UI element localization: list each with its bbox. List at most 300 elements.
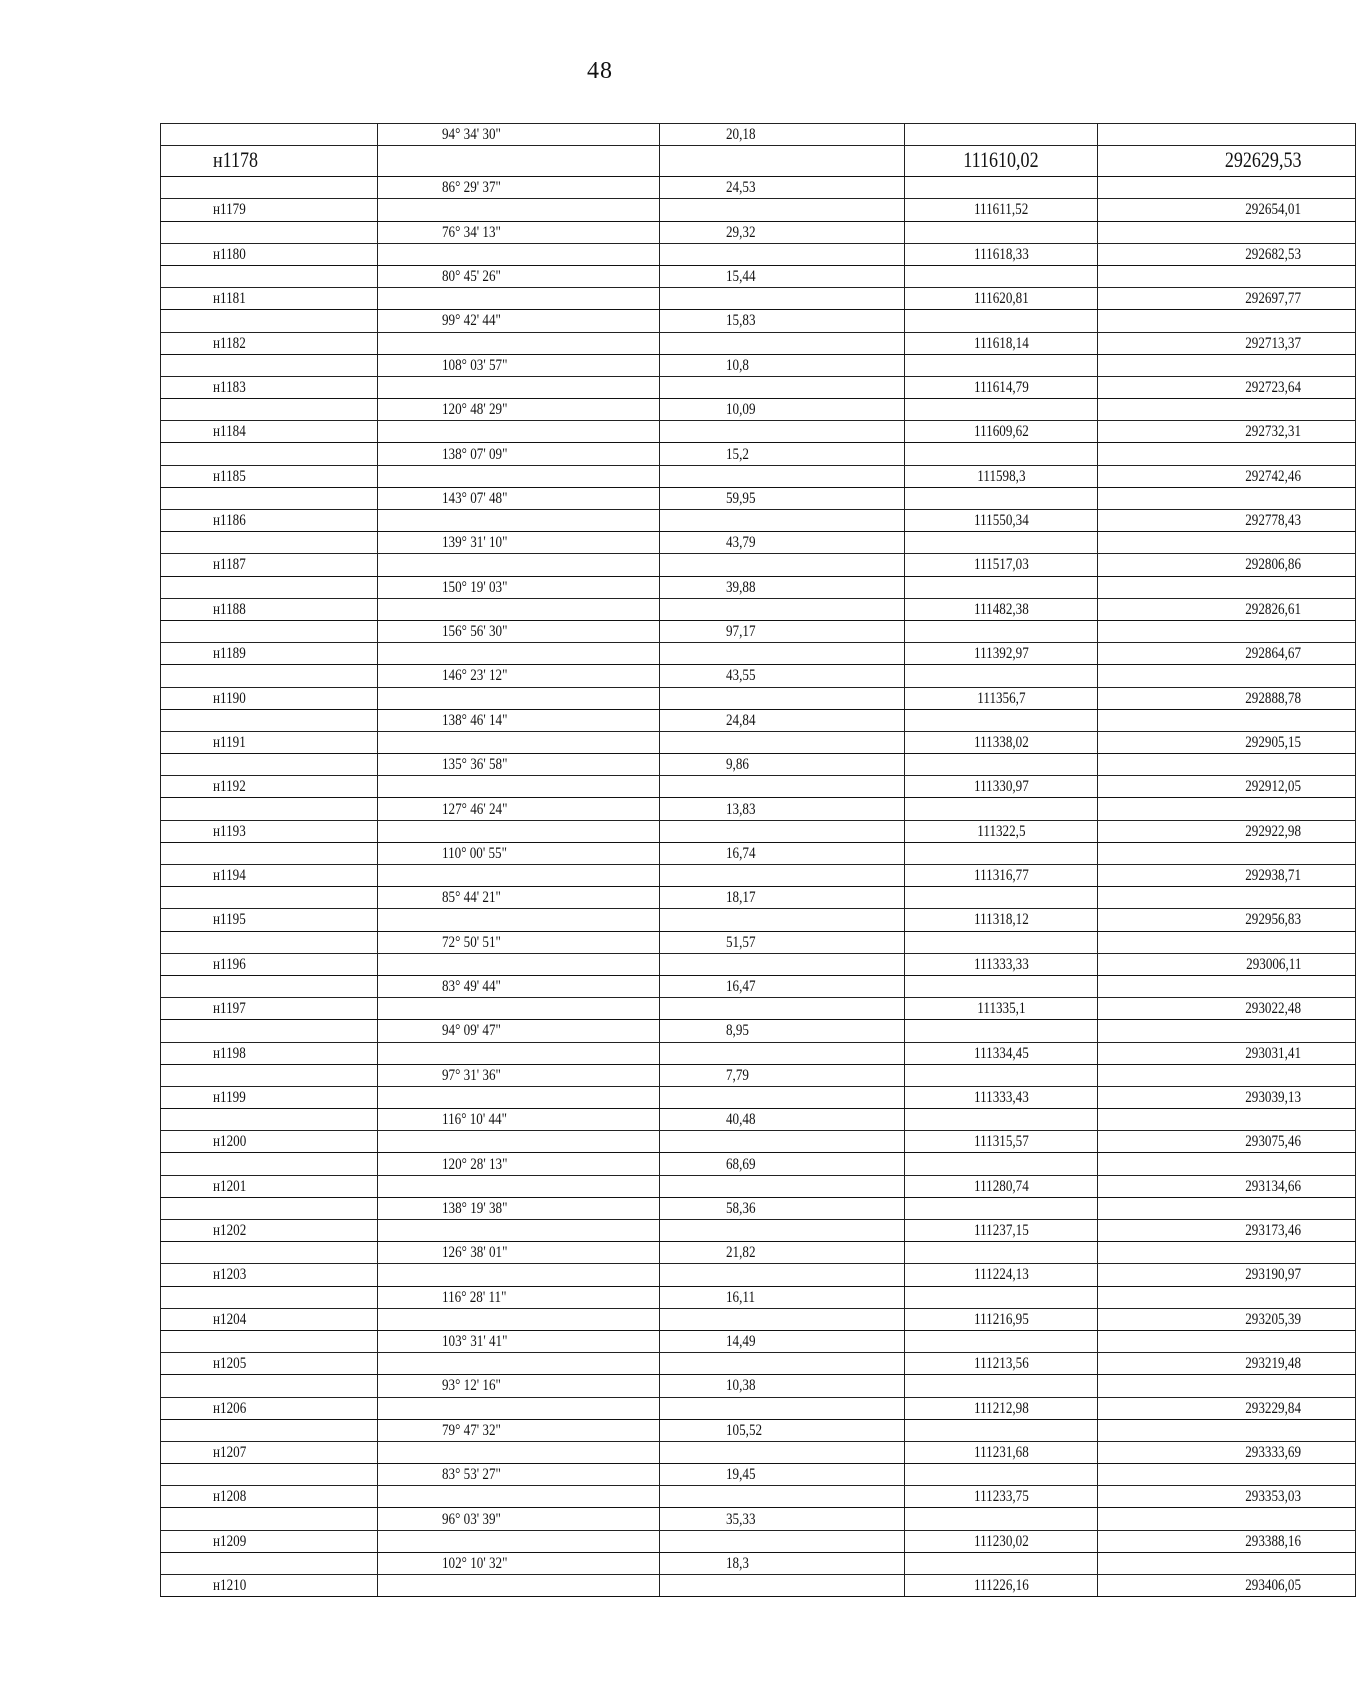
y-coordinate-text: 292713,37	[1245, 334, 1301, 352]
point-row	[161, 1264, 1356, 1286]
point-name-text: н1199	[213, 1088, 246, 1106]
point-name-text: н1181	[213, 290, 246, 308]
x-coordinate-cell	[905, 1242, 1098, 1264]
x-coordinate-text: 111316,77	[973, 867, 1029, 885]
direction-angle-cell	[378, 1020, 660, 1042]
segment-row	[161, 931, 1356, 953]
distance-cell	[660, 1441, 905, 1463]
point-name-text: н1185	[213, 467, 246, 485]
x-coordinate-text: 111550,34	[973, 512, 1029, 530]
segment-row	[161, 576, 1356, 598]
x-coordinate-cell	[905, 510, 1098, 532]
x-coordinate-cell	[905, 1508, 1098, 1530]
direction-angle-cell	[378, 865, 660, 887]
distance-cell	[660, 1353, 905, 1375]
direction-angle-cell	[378, 887, 660, 909]
point-name-text: н1195	[213, 911, 246, 929]
point-name-cell	[161, 1575, 378, 1597]
point-name-cell	[161, 931, 378, 953]
distance-cell	[660, 1042, 905, 1064]
direction-angle-text: 138° 19' 38"	[442, 1199, 508, 1217]
x-coordinate-cell	[905, 776, 1098, 798]
point-name-cell	[161, 865, 378, 887]
distance-text: 10,09	[726, 401, 756, 419]
distance-text: 68,69	[726, 1155, 756, 1173]
y-coordinate-cell	[1098, 288, 1356, 310]
direction-angle-cell	[378, 1131, 660, 1153]
x-coordinate-text: 111226,16	[973, 1577, 1029, 1595]
point-name-text: н1206	[213, 1399, 247, 1417]
x-coordinate-text: 111280,74	[973, 1177, 1029, 1195]
x-coordinate-cell	[905, 1486, 1098, 1508]
distance-text: 9,86	[726, 756, 749, 774]
distance-text: 58,36	[726, 1199, 756, 1217]
y-coordinate-cell	[1098, 1109, 1356, 1131]
point-row	[161, 243, 1356, 265]
direction-angle-cell	[378, 754, 660, 776]
distance-text: 24,53	[726, 179, 756, 197]
point-name-text: н1183	[213, 378, 246, 396]
y-coordinate-cell	[1098, 1464, 1356, 1486]
point-name-cell	[161, 510, 378, 532]
y-coordinate-text: 293134,66	[1245, 1177, 1301, 1195]
distance-cell	[660, 1131, 905, 1153]
direction-angle-cell	[378, 598, 660, 620]
distance-cell	[660, 998, 905, 1020]
y-coordinate-text: 293205,39	[1245, 1310, 1301, 1328]
point-name-text: н1188	[213, 600, 246, 618]
segment-row	[161, 887, 1356, 909]
point-name-cell	[161, 1486, 378, 1508]
x-coordinate-text: 111609,62	[973, 423, 1029, 441]
point-name-text: н1197	[213, 1000, 246, 1018]
y-coordinate-text: 292723,64	[1245, 378, 1301, 396]
y-coordinate-cell	[1098, 1264, 1356, 1286]
distance-cell	[660, 687, 905, 709]
y-coordinate-text: 292778,43	[1245, 512, 1301, 530]
direction-angle-cell	[378, 376, 660, 398]
distance-cell	[660, 510, 905, 532]
point-name-cell	[161, 1197, 378, 1219]
distance-cell	[660, 1086, 905, 1108]
direction-angle-text: 72° 50' 51"	[442, 933, 501, 951]
x-coordinate-cell	[905, 1175, 1098, 1197]
segment-row	[161, 443, 1356, 465]
x-coordinate-cell	[905, 975, 1098, 997]
direction-angle-cell	[378, 443, 660, 465]
distance-cell	[660, 1264, 905, 1286]
point-row	[161, 998, 1356, 1020]
y-coordinate-text: 292826,61	[1245, 600, 1301, 618]
direction-angle-text: 85° 44' 21"	[442, 889, 501, 907]
point-row	[161, 865, 1356, 887]
y-coordinate-cell	[1098, 1575, 1356, 1597]
direction-angle-cell	[378, 1419, 660, 1441]
direction-angle-cell	[378, 487, 660, 509]
point-name-cell	[161, 754, 378, 776]
direction-angle-cell	[378, 643, 660, 665]
x-coordinate-cell	[905, 687, 1098, 709]
point-row	[161, 1530, 1356, 1552]
x-coordinate-cell	[905, 1575, 1098, 1597]
point-name-cell	[161, 909, 378, 931]
point-name-cell	[161, 310, 378, 332]
x-coordinate-cell	[905, 443, 1098, 465]
distance-text: 15,44	[726, 268, 756, 286]
point-name-cell	[161, 376, 378, 398]
distance-cell	[660, 1397, 905, 1419]
x-coordinate-text: 111233,75	[973, 1488, 1029, 1506]
x-coordinate-cell	[905, 1397, 1098, 1419]
segment-row	[161, 1552, 1356, 1574]
y-coordinate-cell	[1098, 354, 1356, 376]
point-name-cell	[161, 532, 378, 554]
distance-text: 10,8	[726, 356, 749, 374]
direction-angle-text: 138° 07' 09"	[442, 445, 508, 463]
point-row	[161, 465, 1356, 487]
distance-cell	[660, 332, 905, 354]
distance-cell	[660, 532, 905, 554]
x-coordinate-cell	[905, 998, 1098, 1020]
point-row	[161, 1441, 1356, 1463]
point-name-cell	[161, 1109, 378, 1131]
direction-angle-cell	[378, 709, 660, 731]
segment-row	[161, 754, 1356, 776]
x-coordinate-text: 111482,38	[973, 600, 1029, 618]
direction-angle-text: 138° 46' 14"	[442, 711, 508, 729]
direction-angle-cell	[378, 1330, 660, 1352]
x-coordinate-cell	[905, 1330, 1098, 1352]
y-coordinate-text: 293173,46	[1245, 1222, 1301, 1240]
point-name-cell	[161, 146, 378, 177]
coordinates-table	[160, 123, 1356, 1597]
segment-row	[161, 709, 1356, 731]
point-name-cell	[161, 124, 378, 146]
x-coordinate-cell	[905, 421, 1098, 443]
point-name-cell	[161, 731, 378, 753]
point-row	[161, 288, 1356, 310]
distance-cell	[660, 221, 905, 243]
x-coordinate-cell	[905, 332, 1098, 354]
y-coordinate-text: 292938,71	[1245, 867, 1301, 885]
distance-cell	[660, 1286, 905, 1308]
x-coordinate-cell	[905, 1375, 1098, 1397]
segment-row	[161, 265, 1356, 287]
direction-angle-cell	[378, 554, 660, 576]
direction-angle-cell	[378, 909, 660, 931]
x-coordinate-cell	[905, 887, 1098, 909]
y-coordinate-cell	[1098, 754, 1356, 776]
x-coordinate-text: 111230,02	[973, 1532, 1029, 1550]
x-coordinate-cell	[905, 953, 1098, 975]
point-name-cell	[161, 221, 378, 243]
point-name-cell	[161, 177, 378, 199]
y-coordinate-cell	[1098, 975, 1356, 997]
distance-cell	[660, 598, 905, 620]
y-coordinate-cell	[1098, 510, 1356, 532]
point-name-cell	[161, 887, 378, 909]
x-coordinate-cell	[905, 243, 1098, 265]
distance-cell	[660, 1175, 905, 1197]
direction-angle-cell	[378, 1353, 660, 1375]
point-name-text: н1193	[213, 822, 246, 840]
point-row	[161, 1353, 1356, 1375]
direction-angle-text: 126° 38' 01"	[442, 1244, 508, 1262]
direction-angle-cell	[378, 1175, 660, 1197]
direction-angle-cell	[378, 1242, 660, 1264]
distance-text: 16,11	[726, 1288, 756, 1306]
direction-angle-text: 94° 09' 47"	[442, 1022, 501, 1040]
y-coordinate-text: 293219,48	[1245, 1355, 1301, 1373]
direction-angle-cell	[378, 1109, 660, 1131]
distance-cell	[660, 1330, 905, 1352]
point-name-cell	[161, 443, 378, 465]
segment-row	[161, 1109, 1356, 1131]
distance-cell	[660, 909, 905, 931]
distance-cell	[660, 354, 905, 376]
point-name-text: н1184	[213, 423, 246, 441]
point-name-text: н1182	[213, 334, 246, 352]
x-coordinate-cell	[905, 1086, 1098, 1108]
distance-cell	[660, 953, 905, 975]
x-coordinate-text: 111618,33	[973, 245, 1029, 263]
distance-cell	[660, 1575, 905, 1597]
y-coordinate-text: 293353,03	[1245, 1488, 1301, 1506]
point-name-cell	[161, 953, 378, 975]
point-name-cell	[161, 243, 378, 265]
segment-row	[161, 665, 1356, 687]
point-name-cell	[161, 620, 378, 642]
direction-angle-cell	[378, 731, 660, 753]
direction-angle-text: 102° 10' 32"	[442, 1554, 508, 1572]
point-name-cell	[161, 421, 378, 443]
point-name-text: н1179	[213, 201, 246, 219]
distance-cell	[660, 1508, 905, 1530]
y-coordinate-cell	[1098, 687, 1356, 709]
point-name-cell	[161, 265, 378, 287]
x-coordinate-text: 111618,14	[973, 334, 1029, 352]
direction-angle-cell	[378, 1441, 660, 1463]
y-coordinate-text: 293039,13	[1245, 1088, 1301, 1106]
direction-angle-text: 97° 31' 36"	[442, 1066, 501, 1084]
point-row	[161, 643, 1356, 665]
x-coordinate-text: 111216,95	[973, 1310, 1029, 1328]
distance-cell	[660, 376, 905, 398]
point-name-cell	[161, 598, 378, 620]
distance-cell	[660, 310, 905, 332]
x-coordinate-text: 111212,98	[973, 1399, 1029, 1417]
x-coordinate-cell	[905, 1286, 1098, 1308]
y-coordinate-cell	[1098, 421, 1356, 443]
point-row	[161, 1397, 1356, 1419]
distance-cell	[660, 554, 905, 576]
point-row	[161, 687, 1356, 709]
distance-cell	[660, 399, 905, 421]
x-coordinate-cell	[905, 265, 1098, 287]
direction-angle-text: 116° 10' 44"	[442, 1111, 507, 1129]
point-name-cell	[161, 1308, 378, 1330]
direction-angle-cell	[378, 1086, 660, 1108]
point-name-cell	[161, 1064, 378, 1086]
direction-angle-text: 110° 00' 55"	[442, 844, 507, 862]
distance-cell	[660, 265, 905, 287]
direction-angle-cell	[378, 1153, 660, 1175]
distance-cell	[660, 1220, 905, 1242]
x-coordinate-cell	[905, 1353, 1098, 1375]
x-coordinate-text: 111610,02	[963, 147, 1039, 173]
point-name-text: н1204	[213, 1310, 247, 1328]
y-coordinate-text: 292697,77	[1245, 290, 1301, 308]
direction-angle-cell	[378, 820, 660, 842]
point-name-cell	[161, 1330, 378, 1352]
y-coordinate-cell	[1098, 620, 1356, 642]
distance-cell	[660, 731, 905, 753]
segment-row	[161, 975, 1356, 997]
y-coordinate-cell	[1098, 1086, 1356, 1108]
y-coordinate-cell	[1098, 265, 1356, 287]
point-row	[161, 1175, 1356, 1197]
distance-text: 19,45	[726, 1466, 756, 1484]
x-coordinate-cell	[905, 532, 1098, 554]
x-coordinate-cell	[905, 865, 1098, 887]
direction-angle-text: 135° 36' 58"	[442, 756, 508, 774]
y-coordinate-text: 292732,31	[1245, 423, 1301, 441]
x-coordinate-cell	[905, 354, 1098, 376]
point-row	[161, 1486, 1356, 1508]
x-coordinate-text: 111231,68	[973, 1443, 1029, 1461]
segment-row	[161, 1020, 1356, 1042]
point-name-cell	[161, 554, 378, 576]
x-coordinate-text: 111334,45	[973, 1044, 1029, 1062]
x-coordinate-text: 111213,56	[973, 1355, 1029, 1373]
distance-text: 18,17	[726, 889, 756, 907]
segment-row	[161, 1242, 1356, 1264]
distance-text: 15,83	[726, 312, 756, 330]
y-coordinate-text: 292682,53	[1245, 245, 1301, 263]
point-row	[161, 598, 1356, 620]
point-name-cell	[161, 1153, 378, 1175]
x-coordinate-cell	[905, 931, 1098, 953]
distance-cell	[660, 177, 905, 199]
point-row	[161, 421, 1356, 443]
direction-angle-cell	[378, 776, 660, 798]
point-name-cell	[161, 1086, 378, 1108]
y-coordinate-cell	[1098, 1441, 1356, 1463]
point-row	[161, 909, 1356, 931]
direction-angle-cell	[378, 354, 660, 376]
segment-row	[161, 1375, 1356, 1397]
direction-angle-cell	[378, 1042, 660, 1064]
segment-row	[161, 399, 1356, 421]
y-coordinate-text: 293229,84	[1245, 1399, 1301, 1417]
point-name-text: н1178	[213, 147, 259, 173]
distance-cell	[660, 1552, 905, 1574]
direction-angle-cell	[378, 665, 660, 687]
point-name-cell	[161, 820, 378, 842]
point-name-cell	[161, 776, 378, 798]
direction-angle-text: 83° 49' 44"	[442, 978, 501, 996]
distance-text: 35,33	[726, 1510, 756, 1528]
point-name-cell	[161, 798, 378, 820]
direction-angle-cell	[378, 1397, 660, 1419]
point-name-text: н1205	[213, 1355, 247, 1373]
distance-cell	[660, 576, 905, 598]
distance-cell	[660, 1464, 905, 1486]
distance-cell	[660, 465, 905, 487]
point-name-cell	[161, 1508, 378, 1530]
direction-angle-cell	[378, 998, 660, 1020]
distance-cell	[660, 146, 905, 177]
direction-angle-cell	[378, 532, 660, 554]
y-coordinate-text: 292905,15	[1245, 733, 1301, 751]
distance-cell	[660, 1197, 905, 1219]
direction-angle-text: 86° 29' 37"	[442, 179, 501, 197]
point-name-cell	[161, 1286, 378, 1308]
distance-text: 43,79	[726, 534, 756, 552]
segment-row	[161, 1197, 1356, 1219]
distance-cell	[660, 975, 905, 997]
direction-angle-cell	[378, 199, 660, 221]
x-coordinate-cell	[905, 487, 1098, 509]
distance-cell	[660, 643, 905, 665]
point-row	[161, 776, 1356, 798]
segment-row	[161, 354, 1356, 376]
x-coordinate-cell	[905, 465, 1098, 487]
direction-angle-cell	[378, 288, 660, 310]
distance-text: 14,49	[726, 1333, 756, 1351]
x-coordinate-cell	[905, 798, 1098, 820]
x-coordinate-text: 111335,1	[976, 1000, 1026, 1018]
segment-row	[161, 842, 1356, 864]
distance-cell	[660, 820, 905, 842]
distance-cell	[660, 288, 905, 310]
point-row	[161, 731, 1356, 753]
y-coordinate-cell	[1098, 332, 1356, 354]
point-name-cell	[161, 576, 378, 598]
point-name-cell	[161, 399, 378, 421]
x-coordinate-cell	[905, 399, 1098, 421]
y-coordinate-cell	[1098, 909, 1356, 931]
x-coordinate-cell	[905, 124, 1098, 146]
point-row	[161, 376, 1356, 398]
y-coordinate-cell	[1098, 1308, 1356, 1330]
distance-cell	[660, 620, 905, 642]
distance-cell	[660, 798, 905, 820]
x-coordinate-cell	[905, 1419, 1098, 1441]
segment-row	[161, 1508, 1356, 1530]
direction-angle-cell	[378, 221, 660, 243]
x-coordinate-cell	[905, 1464, 1098, 1486]
distance-cell	[660, 487, 905, 509]
segment-row	[161, 798, 1356, 820]
point-name-cell	[161, 354, 378, 376]
y-coordinate-cell	[1098, 554, 1356, 576]
x-coordinate-text: 111611,52	[973, 201, 1029, 219]
x-coordinate-cell	[905, 620, 1098, 642]
y-coordinate-text: 293333,69	[1245, 1443, 1301, 1461]
y-coordinate-cell	[1098, 1375, 1356, 1397]
distance-cell	[660, 1486, 905, 1508]
y-coordinate-text: 293406,05	[1245, 1577, 1301, 1595]
direction-angle-text: 103° 31' 41"	[442, 1333, 508, 1351]
point-name-cell	[161, 665, 378, 687]
y-coordinate-cell	[1098, 487, 1356, 509]
point-name-cell	[161, 998, 378, 1020]
point-name-text: н1201	[213, 1177, 247, 1195]
point-name-cell	[161, 1353, 378, 1375]
y-coordinate-cell	[1098, 1131, 1356, 1153]
point-row	[161, 1220, 1356, 1242]
